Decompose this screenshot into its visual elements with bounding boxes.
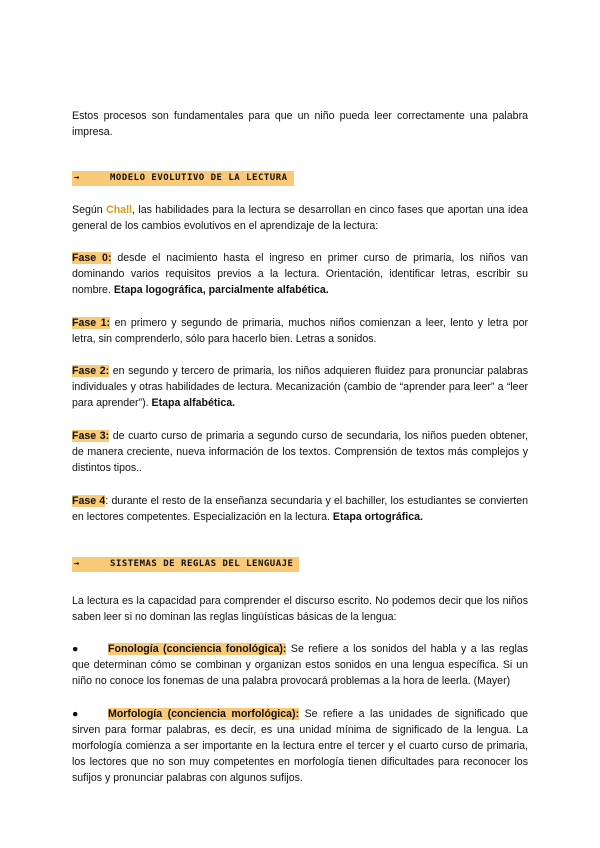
- bullet-text: Se refiere a las unidades de significado que sirven para formar palabras, es decir, es una unidad mínima de significado de la lengua. La morfología comienza a ser importante en la lectura entre el tercer y el cuarto curso de primaria, los lectores que no son muy competentes en morfología tienen dificultades para reconocer los sufijos y pronunciar palabras con algunos sufijos.: [72, 708, 529, 784]
- section-heading-modelo: [72, 171, 294, 186]
- chall-text-after: , las habilidades para la lectura se desarrollan en cinco fases que aportan una idea general de los cambios evolutivos en el aprendizaje de la lectura:: [72, 204, 528, 232]
- fase-text: en primero y segundo de primaria, muchos niños comienzan a leer, lento y letra por letra, sin comprenderlo, sólo para hacerlo bien. Letras a sonidos.: [72, 317, 529, 345]
- arrow-icon: →: [74, 173, 80, 183]
- fase-label: Fase 3:: [72, 430, 110, 442]
- bullet-item: [72, 641, 528, 689]
- fase-text: : durante el resto de la enseñanza secundaria y el bachiller, los estudiantes se convierten en lectores competentes. Especialización en la lectura.: [72, 495, 529, 523]
- fase-label: Fase 4: [72, 495, 106, 507]
- fase-paragraph: [72, 428, 528, 476]
- chall-paragraph: [72, 202, 528, 234]
- fase-stage: Etapa alfabética.: [151, 397, 236, 409]
- arrow-icon: →: [74, 559, 80, 569]
- fase-text: desde el nacimiento hasta el ingreso en primer curso de primaria, los niños van dominando varios requisitos previos a la lectura. Orientación, identificar letras, escribir su nombre.: [72, 252, 528, 296]
- fase-stage: Etapa logográfica, parcialmente alfabética.: [113, 284, 329, 296]
- fase-label: Fase 0:: [72, 252, 112, 264]
- section-title: SISTEMAS DE REGLAS DEL LENGUAJE: [110, 559, 294, 569]
- fase-paragraph: [72, 250, 528, 298]
- fase-paragraph: [72, 315, 528, 347]
- fase-label: Fase 1:: [72, 317, 111, 329]
- chall-text-before: Según: [72, 204, 107, 216]
- bullet-icon: ●: [72, 643, 79, 655]
- bullet-label: Morfología (conciencia morfológica):: [108, 708, 300, 720]
- fase-stage: Etapa ortográfica.: [332, 511, 423, 523]
- lectura-paragraph: La lectura es la capacidad para comprender el discurso escrito. No podemos decir que los niños saben leer si no dominan las reglas lingüísticas básicas de la lengua:: [72, 595, 528, 623]
- section-heading-sistemas: [72, 557, 299, 572]
- bullet-item: [72, 706, 528, 786]
- section-title: MODELO EVOLUTIVO DE LA LECTURA: [110, 173, 288, 183]
- fase-paragraph: [72, 363, 528, 411]
- fase-text: de cuarto curso de primaria a segundo curso de secundaria, los niños pueden obtener, de manera creciente, nueva información de los textos. Comprensión de textos más complejos y distintos tipos..: [72, 430, 528, 474]
- bullet-label: Fonología (conciencia fonológica):: [108, 643, 287, 655]
- author-name: Chall: [106, 204, 132, 216]
- fase-label: Fase 2:: [72, 365, 110, 377]
- fase-text: en segundo y tercero de primaria, los niños adquieren fluidez para pronunciar palabras individuales y otras habilidades de lectura. Mecanización (cambio de “aprender para leer” a “leer para aprender”).: [72, 365, 528, 409]
- bullet-icon: ●: [72, 708, 79, 720]
- bullet-text: Se refiere a los sonidos del habla y a las reglas que determinan cómo se combinan y organizan estos sonidos en una lengua específica. Si un niño no conoce los fonemas de una palabra provocará problemas a la hora de leerla. (Mayer): [72, 643, 529, 687]
- fase-paragraph: [72, 493, 528, 525]
- intro-paragraph: Estos procesos son fundamentales para que un niño pueda leer correctamente una palabra impresa.: [72, 110, 528, 138]
